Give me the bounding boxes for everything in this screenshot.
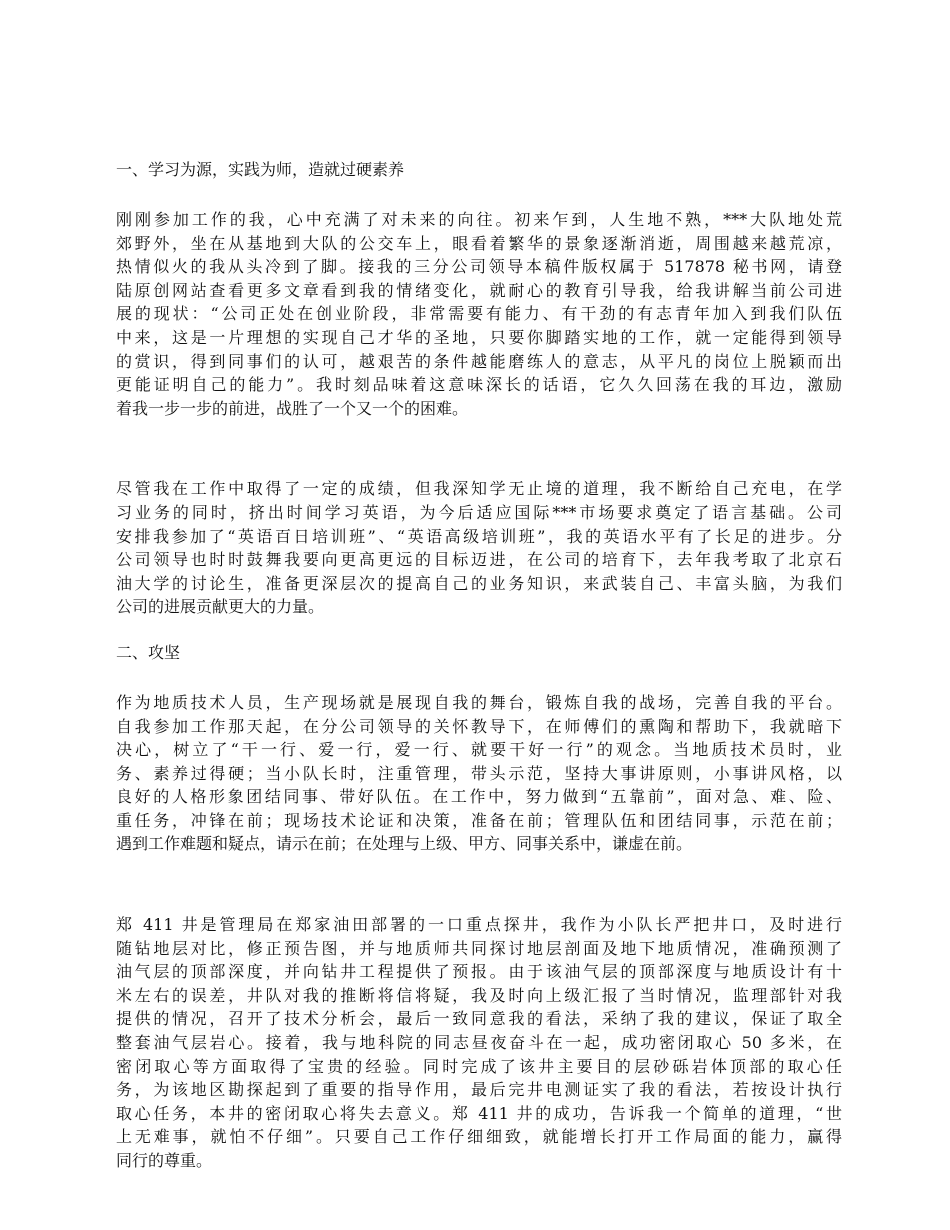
paragraph-line: 决心，树立了“干一行、爱一行，爱一行、就要干好一行”的观念。当地质技术员时，业 (116, 740, 842, 760)
paragraph-line: 务、素养过得硬；当小队长时，注重管理，带头示范，坚持大事讲原则，小事讲风格，以 (116, 763, 842, 783)
paragraph-line: 重任务，冲锋在前；现场技术论证和决策，准备在前；管理队伍和团结同事，示范在前； (116, 810, 842, 830)
paragraph-line: 展的现状：“公司正处在创业阶段，非常需要有能力、有干劲的有志青年加入到我们队伍 (116, 304, 842, 324)
paragraph-line: 同行的尊重。 (116, 1151, 213, 1170)
paragraph-line: 取心任务，本井的密闭取心将失去意义。郑 411 井的成功，告诉我一个简单的道理，“世 (116, 1103, 842, 1123)
paragraph-line: 尽管我在工作中取得了一定的成绩，但我深知学无止境的道理，我不断给自己充电，在学 (116, 479, 842, 499)
paragraph-line: 良好的人格形象团结同事、带好队伍。在工作中，努力做到“五靠前”，面对急、难、险、 (116, 787, 842, 807)
paragraph-line: 提供的情况，召开了技术分析会，最后一致同意我的看法，采纳了我的建议，保证了取全 (116, 1009, 842, 1029)
paragraph-line: 上无难事，就怕不仔细”。只要自己工作仔细细致，就能增长打开工作局面的能力，赢得 (116, 1127, 842, 1147)
paragraph-line: 着我一步一步的前进，战胜了一个又一个的困难。 (116, 398, 469, 418)
paragraph-line: 的赏识，得到同事们的认可，越艰苦的条件越能磨练人的意志，从平凡的岗位上脱颖而出 (116, 351, 842, 371)
paragraph-1 (116, 208, 842, 420)
paragraph-line: 郑 411 井是管理局在郑家油田部署的一口重点探井，我作为小队长严把井口，及时进行 (116, 915, 842, 935)
paragraph-line: 陆原创网站查看更多文章看到我的情绪变化，就耐心的教育引导我，给我讲解当前公司进 (116, 280, 842, 300)
paragraph-line: 米左右的误差，井队对我的推断将信将疑，我及时向上级汇报了当时情况，监理部针对我 (116, 985, 842, 1005)
paragraph-2 (116, 477, 842, 619)
paragraph-line: 刚刚参加工作的我，心中充满了对未来的向往。初来乍到，人生地不熟，***大队地处荒 (116, 210, 842, 229)
section-heading-1: 一、学习为源，实践为师，造就过硬素养 (116, 160, 405, 179)
document-page (116, 158, 842, 1173)
paragraph-line: 郊野外，坐在从基地到大队的公交车上，眼看着繁华的景象逐渐消逝，周围越来越荒凉， (116, 233, 842, 253)
paragraph-line: 整套油气层岩心。接着，我与地科院的同志昼夜奋斗在一起，成功密闭取心 50 多米，在 (116, 1033, 842, 1053)
paragraph-line: 遇到工作难题和疑点，请示在前；在处理与上级、甲方、同事关系中，谦虚在前。 (116, 834, 693, 854)
paragraph-line: 习业务的同时，挤出时间学习英语，为今后适应国际***市场要求奠定了语言基础。公司 (116, 502, 842, 522)
paragraph-line: 更能证明自己的能力”。我时刻品味着这意味深长的话语，它久久回荡在我的耳边，激励 (116, 375, 842, 395)
paragraph-line: 作为地质技术人员，生产现场就是展现自我的舞台，锻炼自我的战场，完善自我的平台。 (116, 692, 842, 712)
paragraph-4 (116, 913, 842, 1173)
paragraph-line: 随钻地层对比，修正预告图，并与地质师共同探讨地层剖面及地下地质情况，准确预测了 (116, 938, 842, 958)
paragraph-line: 热情似火的我从头冷到了脚。接我的三分公司领导本稿件版权属于 517878 秘书网，请登 (116, 257, 842, 277)
paragraph-3 (116, 691, 842, 856)
paragraph-line: 中来，这是一片理想的实现自己才华的圣地，只要你脚踏实地的工作，就一定能得到领导 (116, 327, 842, 347)
paragraph-line: 油气层的顶部深度，并向钻井工程提供了预报。由于该油气层的顶部深度与地质设计有十 (116, 962, 842, 982)
paragraph-line: 自我参加工作那天起，在分公司领导的关怀教导下，在师傅们的熏陶和帮助下，我就暗下 (116, 716, 842, 736)
paragraph-line: 公司领导也时时鼓舞我要向更高更远的目标迈进，在公司的培育下，去年我考取了北京石 (116, 550, 842, 570)
paragraph-line: 公司的进展贡献更大的力量。 (116, 597, 325, 617)
section-heading-2: 二、攻坚 (116, 642, 181, 662)
paragraph-line: 密闭取心等方面取得了宝贵的经验。同时完成了该井主要目的层砂砾岩体顶部的取心任 (116, 1056, 842, 1076)
paragraph-line: 务，为该地区勘探起到了重要的指导作用，最后完井电测证实了我的看法，若按设计执行 (116, 1080, 842, 1100)
paragraph-line: 油大学的讨论生，准备更深层次的提高自己的业务知识，来武装自己、丰富头脑，为我们 (116, 573, 842, 593)
paragraph-line: 安排我参加了“英语百日培训班”、“英语高级培训班”，我的英语水平有了长足的进步。分 (116, 526, 842, 546)
